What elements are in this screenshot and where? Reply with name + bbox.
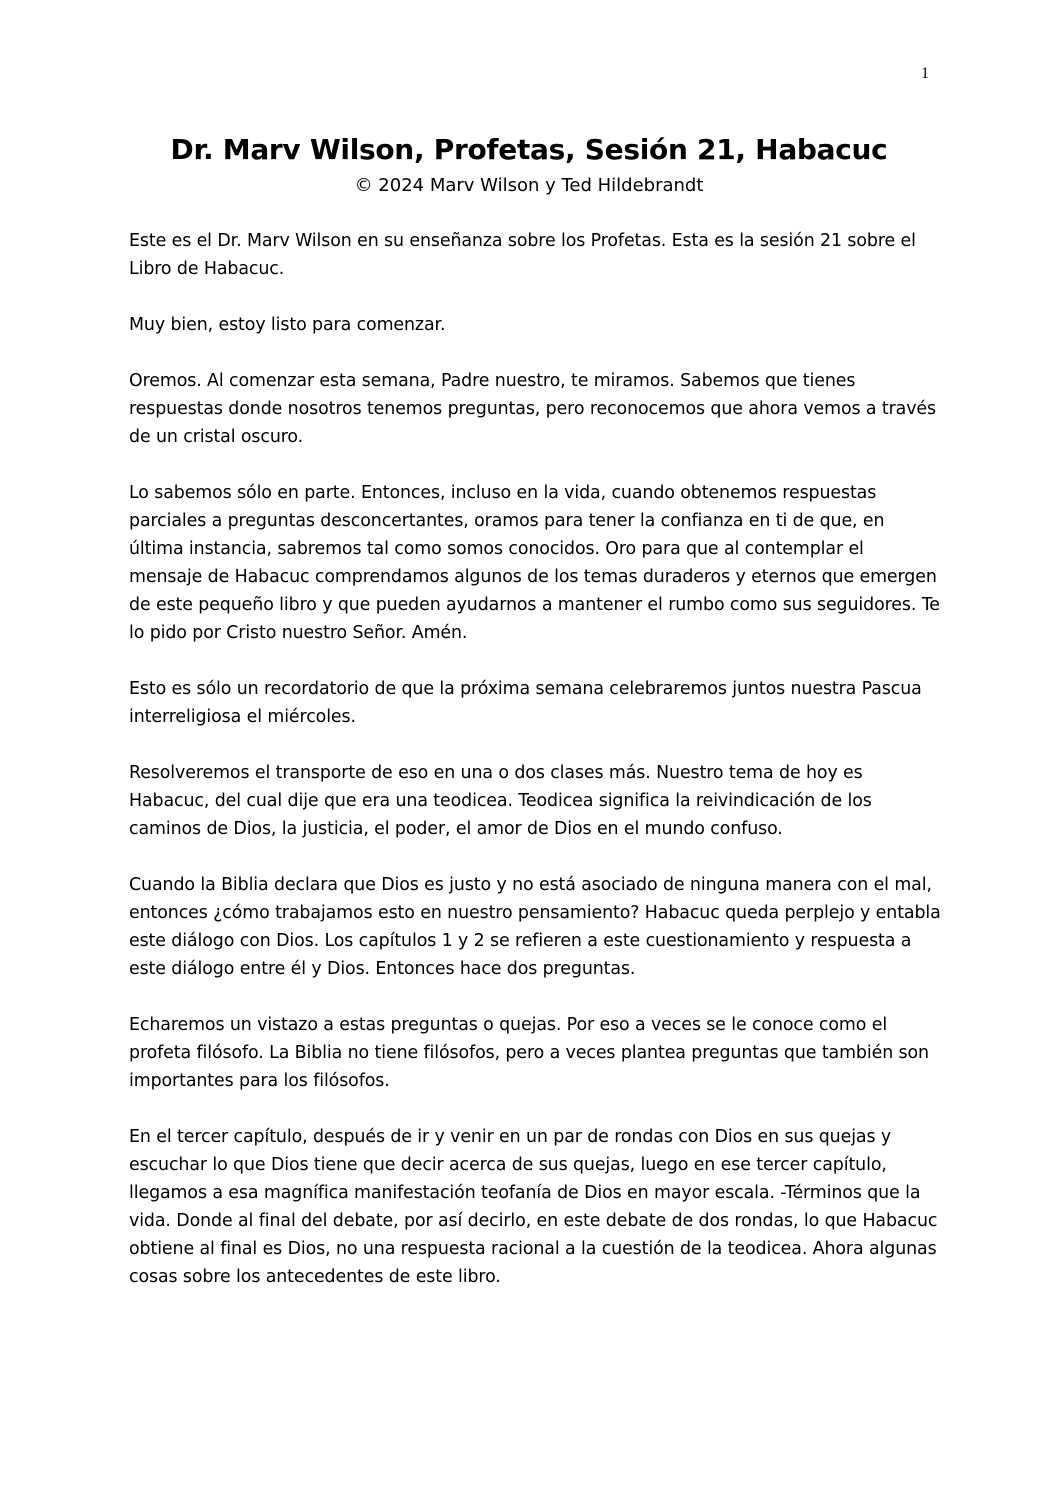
paragraph: En el tercer capítulo, después de ir y venir en un par de rondas con Dios en sus quejas y escuchar lo que Dios tiene que decir acerca de sus quejas, luego en ese tercer capítulo, llegamos a esa magnífica manifestación teofanía de Dios en mayor escala. -Términos que la vida. Donde al final del debate, por así decirlo, en este debate de dos rondas, lo que Habacuc obtiene al final es Dios, no una respuesta racional a la cuestión de la teodicea. Ahora algunas cosas sobre los antecedentes de este libro. [129, 1127, 938, 1287]
paragraph: Esto es sólo un recordatorio de que la próxima semana celebraremos juntos nuestra Pascua interreligiosa el miércoles. [129, 679, 922, 727]
document-title: Dr. Marv Wilson, Profetas, Sesión 21, Habacuc [170, 133, 888, 166]
document-body [129, 227, 941, 1319]
paragraph: Echaremos un vistazo a estas preguntas o quejas. Por eso a veces se le conoce como el profeta filósofo. La Biblia no tiene filósofos, pero a veces plantea preguntas que también son importantes para los filósofos. [129, 1015, 929, 1091]
paragraph: Cuando la Biblia declara que Dios es justo y no está asociado de ninguna manera con el mal, entonces ¿cómo trabajamos esto en nuestro pensamiento? Habacuc queda perplejo y entabla este diálogo con Dios. Los capítulos 1 y 2 se refieren a este cuestionamiento y respuesta a este diálogo entre él y Dios. Entonces hace dos preguntas. [129, 875, 941, 979]
paragraph: Muy bien, estoy listo para comenzar. [129, 315, 446, 335]
page-number: 1 [921, 65, 929, 82]
paragraph: Resolveremos el transporte de eso en una o dos clases más. Nuestro tema de hoy es Habacuc, del cual dije que era una teodicea. Teodicea significa la reivindicación de los caminos de Dios, la justicia, el poder, el amor de Dios en el mundo confuso. [129, 763, 872, 839]
paragraph: Lo sabemos sólo en parte. Entonces, incluso en la vida, cuando obtenemos respuestas parciales a preguntas desconcertantes, oramos para tener la confianza en ti de que, en última instancia, sabremos tal como somos conocidos. Oro para que al contemplar el mensaje de Habacuc comprendamos algunos de los temas duraderos y eternos que emergen de este pequeño libro y que pueden ayudarnos a mantener el rumbo como sus seguidores. Te lo pido por Cristo nuestro Señor. Amén. [129, 483, 940, 643]
paragraph: Este es el Dr. Marv Wilson en su enseñanza sobre los Profetas. Esta es la sesión 21 sobre el Libro de Habacuc. [129, 231, 916, 279]
copyright-line: © 2024 Marv Wilson y Ted Hildebrandt [354, 175, 704, 196]
paragraph: Oremos. Al comenzar esta semana, Padre nuestro, te miramos. Sabemos que tienes respuestas donde nosotros tenemos preguntas, pero reconocemos que ahora vemos a través de un cristal oscuro. [129, 371, 936, 447]
